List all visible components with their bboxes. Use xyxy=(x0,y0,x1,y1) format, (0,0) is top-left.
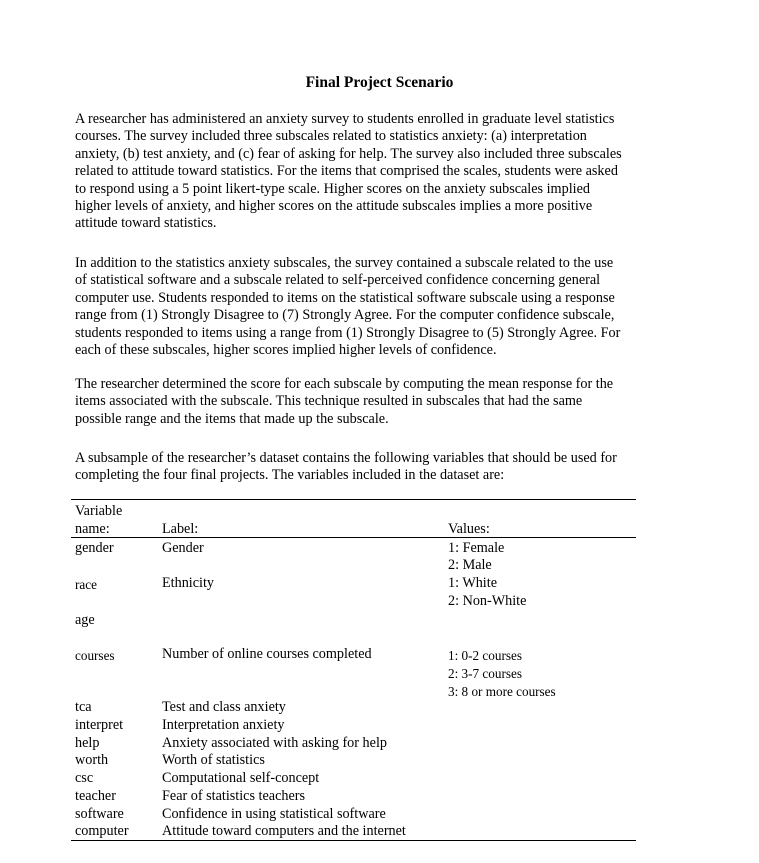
variable-label: Fear of statistics teachers xyxy=(162,788,306,804)
paragraph-intro xyxy=(75,111,675,233)
variable-name: computer xyxy=(75,823,129,839)
text-line: In addition to the statistics anxiety subscales, the survey contained a subscale related to the use xyxy=(75,255,614,271)
variable-label: Interpretation anxiety xyxy=(162,717,285,733)
variable-name: help xyxy=(75,735,100,751)
text-line: to respond using a 5 point likert-type scale. Higher scores on the anxiety subscales implied xyxy=(75,180,590,197)
text-line: higher levels of anxiety, and higher scores on the attitude subscales implies a more positive xyxy=(75,198,593,215)
variable-label: Attitude toward computers and the internet xyxy=(162,823,406,839)
variable-value: 1: White xyxy=(448,575,497,591)
variable-name: interpret xyxy=(75,717,124,733)
variable-name: gender xyxy=(75,540,114,556)
variable-value: 1: 0-2 courses xyxy=(448,648,522,663)
text-line: students responded to items using a range from (1) Strongly Disagree to (5) Strongly Agree. For xyxy=(75,324,621,341)
variable-name: worth xyxy=(75,752,109,768)
text-line: completing the four final projects. The variables included in the dataset are: xyxy=(75,467,505,484)
text-line: of statistical software and a subscale related to self-perceived confidence concerning general xyxy=(75,272,601,289)
variable-value: 1: Female xyxy=(448,540,505,556)
text-line: courses. The survey included three subscales related to statistics anxiety: (a) interpretation xyxy=(75,128,587,145)
text-line: A subsample of the researcher’s dataset contains the following variables that should be used for xyxy=(75,450,617,466)
column-header-variable: Variable xyxy=(75,503,123,519)
variable-label: Anxiety associated with asking for help xyxy=(162,735,387,751)
table-top-rule xyxy=(71,499,636,500)
text-line: range from (1) Strongly Disagree to (7) Strongly Agree. For the computer confidence subscale, xyxy=(75,307,615,324)
column-header-label: Label: xyxy=(162,521,199,537)
variable-label: Worth of statistics xyxy=(162,752,265,768)
column-header-values: Values: xyxy=(448,521,490,537)
text-line: A researcher has administered an anxiety survey to students enrolled in graduate level statistics xyxy=(75,111,615,127)
variable-label: Computational self-concept xyxy=(162,770,320,786)
variable-name: tca xyxy=(75,699,92,715)
text-line: The researcher determined the score for each subscale by computing the mean response for the xyxy=(75,376,614,392)
text-line: possible range and the items that made up the subscale. xyxy=(75,410,389,427)
variable-name: race xyxy=(75,577,97,592)
variable-value: 2: Male xyxy=(448,557,492,573)
variable-value: 3: 8 or more courses xyxy=(448,684,556,699)
variable-label: Test and class anxiety xyxy=(162,699,286,715)
text-line: related to attitude toward statistics. For the items that comprised the scales, students were asked xyxy=(75,163,618,180)
column-header-name: name: xyxy=(75,521,110,537)
variable-name: teacher xyxy=(75,788,116,804)
page-title: Final Project Scenario xyxy=(305,74,454,91)
table-header-rule xyxy=(71,537,636,538)
variable-value: 2: 3-7 courses xyxy=(448,666,522,681)
paragraph-scoring xyxy=(75,376,675,428)
variable-name: csc xyxy=(75,770,94,786)
variable-name: courses xyxy=(75,648,115,663)
variable-label: Number of online courses completed xyxy=(162,646,372,662)
text-line: attitude toward statistics. xyxy=(75,215,217,232)
text-line: anxiety, (b) test anxiety, and (c) fear of asking for help. The survey also included three subscales xyxy=(75,145,622,162)
variable-value: 2: Non-White xyxy=(448,593,527,609)
variable-name: software xyxy=(75,806,124,822)
variable-name: age xyxy=(75,612,95,628)
text-line: computer use. Students responded to items on the statistical software subscale using a response xyxy=(75,289,615,306)
paragraph-dataset xyxy=(75,450,675,485)
paragraph-software xyxy=(75,255,675,359)
text-line: items associated with the subscale. This technique resulted in subscales that had the same xyxy=(75,393,583,410)
variable-label: Gender xyxy=(162,540,204,556)
text-line: each of these subscales, higher scores implied higher levels of confidence. xyxy=(75,342,497,359)
variable-label: Confidence in using statistical software xyxy=(162,806,386,822)
variable-label: Ethnicity xyxy=(162,575,215,591)
